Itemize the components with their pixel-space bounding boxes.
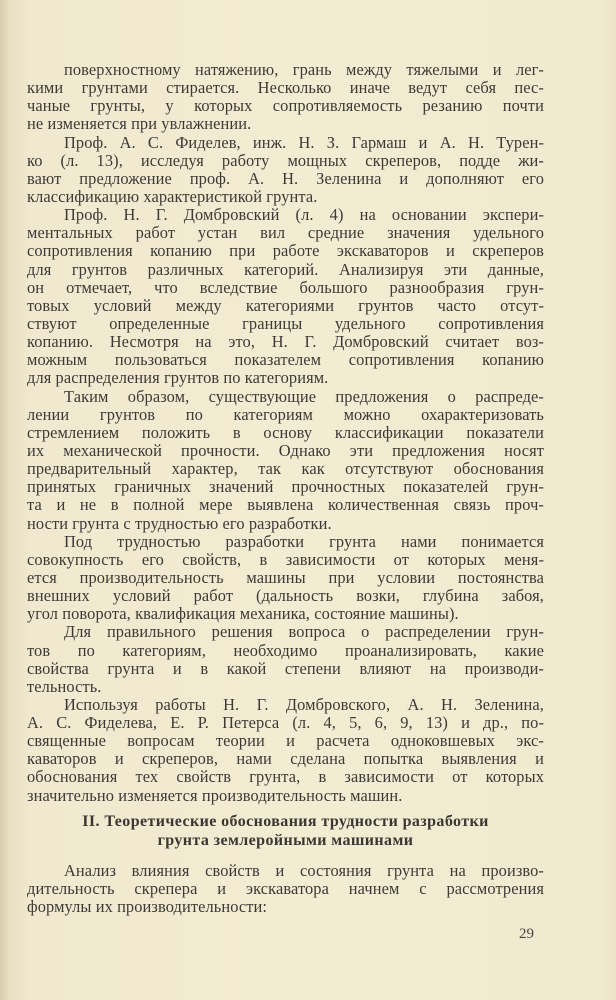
section-heading-line: II. Теоретические обоснования трудности разработки [82,813,489,830]
text-line: Проф. Н. Г. Домбровский (л. 4) на основании экспери- [64,205,544,225]
text-line: свойства грунта и в какой степени влияют на производи- [27,658,544,678]
text-line: Для правильного решения вопроса о распределении грун- [64,622,544,642]
paragraph [27,862,544,916]
text-line: Таким образом, существующие предложения о распреде- [64,386,544,406]
text-line: ности грунта с трудностью его разработки. [27,513,332,533]
text-line: принятых граничных значений прочностных показателей грун- [27,477,544,497]
text-line: обоснования тех свойств грунта, в зависимости от которых [27,767,544,787]
paragraph [27,61,544,134]
paragraph [27,134,544,207]
text-line: Под трудностью разработки грунта нами понимается [64,531,544,551]
text-line: ментальных работ устан вил средние значения удельного [27,223,544,243]
text-line: предварительный характер, так как отсутствуют обоснования [27,459,544,479]
text-line: угол поворота, квалификация механика, состояние машины). [27,604,459,624]
text-line: формулы их производительности: [27,897,268,917]
text-line: тельность. [27,676,102,696]
text-line: не изменяется при увлажнении. [27,114,252,134]
text-line: А. С. Фиделева, Е. Р. Петерса (л. 4, 5, 6, 9, 13) и др., по- [27,713,544,733]
paragraph [27,388,544,533]
page-number: 29 [519,926,534,942]
text-line: стремлением положить в основу классификации показатели [27,422,544,442]
text-line: поверхностному натяжению, грань между тяжелыми и лег- [64,60,544,79]
section-paragraph [27,862,544,916]
text-line: значительно изменяется производительность машин. [27,785,403,805]
paragraph [27,206,544,387]
text-line: для грунтов различных категорий. Анализируя эти данные, [27,259,544,279]
text-line: ко (л. 13), исследуя работу мощных скреперов, подде жи- [27,150,544,170]
text-line: их механической прочности. Однако эти предложения носят [27,440,544,460]
paragraph [27,533,544,624]
text-line: вают предложение проф. А. Н. Зеленина и дополняют его [27,168,544,188]
text-line: кими грунтами стирается. Несколько иначе ведут себя пес- [27,78,544,98]
text-line: он отмечает, что вследствие большого разнообразия грун- [27,277,544,297]
section-heading-line: грунта землеройными машинами [157,832,414,849]
text-line: копанию. Несмотря на это, Н. Г. Домбровский считает воз- [27,332,544,352]
section-heading [27,812,544,850]
text-line: сопротивления копанию при работе экскаваторов и скреперов [27,241,544,261]
text-line: ствуют определенные границы удельного сопротивления [27,313,544,333]
text-line: чаные грунты, у которых сопротивляемость резанию почти [27,96,544,116]
text-line: дительность скрепера и экскаватора начнем с рассмотрения [27,879,544,899]
text-line: ется производительность машины при условии постоянства [27,567,544,587]
paragraph [27,623,544,696]
paragraph [27,696,544,805]
text-line: та и не в полной мере выявлена количественная связь проч- [27,495,544,515]
text-line: Проф. А. С. Фиделев, инж. Н. З. Гармаш и А. Н. Турен- [64,132,544,152]
text-line: священные вопросам теории и расчета одноковшевых экс- [27,731,544,751]
text-line: Используя работы Н. Г. Домбровского, А. Н. Зеленина, [64,694,544,714]
body-text [27,61,544,805]
text-line: каваторов и скреперов, нами сделана попытка выявления и [27,749,544,769]
text-line: лении грунтов по категориям можно охарактеризовать [27,404,544,424]
text-line: для распределения грунтов по категориям. [27,368,329,388]
text-line: товых условий между категориями грунтов часто отсут- [27,295,544,315]
text-line: можным пользоваться показателем сопротивления копанию [27,350,544,370]
text-line: тов по категориям, необходимо проанализировать, какие [27,640,544,660]
text-line: внешних условий работ (дальность возки, глубина забоя, [27,586,544,606]
text-line: совокупность его свойств, в зависимости от которых меня- [27,549,544,569]
text-line: классификацию характеристикой грунта. [27,186,318,206]
text-line: Анализ влияния свойств и состояния грунта на произво- [64,861,544,880]
